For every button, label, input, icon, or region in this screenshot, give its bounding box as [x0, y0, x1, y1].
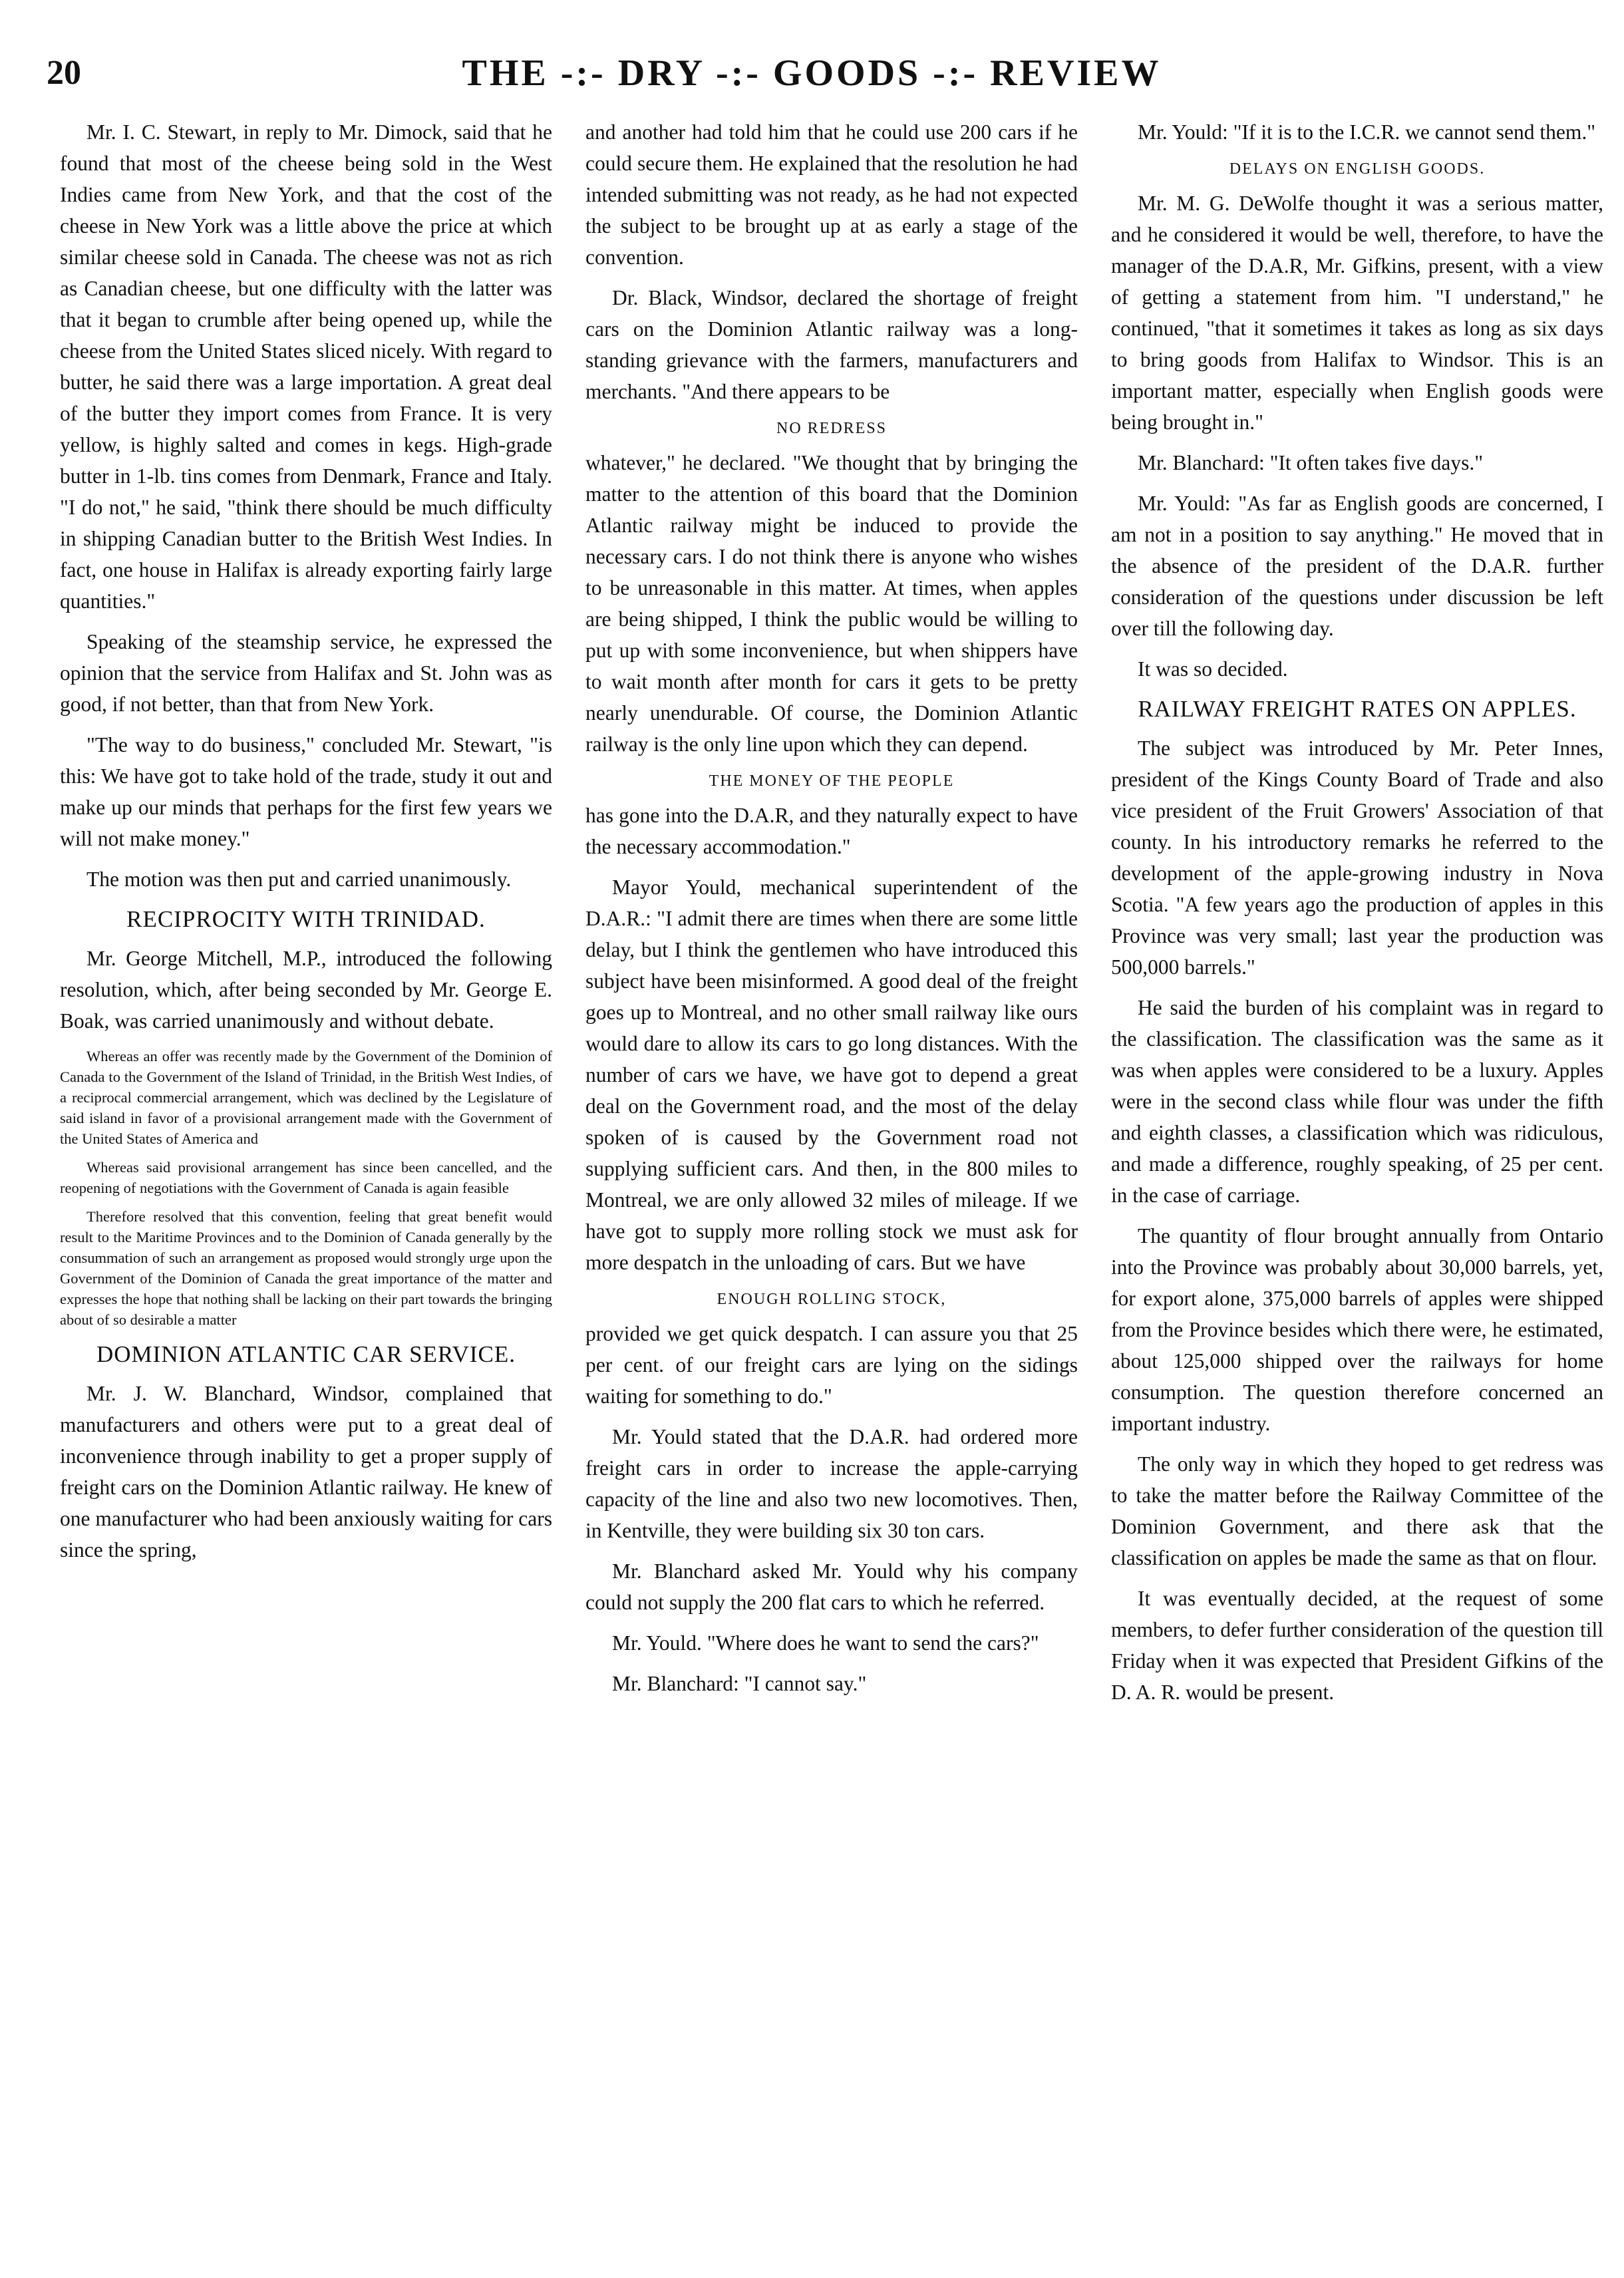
- paragraph: It was so decided.: [1138, 657, 1288, 681]
- resolution-text: Whereas said provisional arrangement has since been cancelled, and the reopening of negotiations with the Government of Canada is again feasible: [60, 1159, 552, 1196]
- paragraph: Dr. Black, Windsor, declared the shortage of freight cars on the Dominion Atlantic railway was a long-standing grievance with the farmers, manufacturers and merchants. "And there appears to be: [585, 286, 1078, 403]
- publication-title: THE -:- DRY -:- GOODS -:- REVIEW: [462, 53, 1162, 94]
- paragraph: and another had told him that he could use 200 cars if he could secure them. He explained that the resolution he had intended submitting was not ready, as he had not expected the subject to be brought up at as early a stage of the convention.: [585, 120, 1078, 269]
- paragraph: The only way in which they hoped to get redress was to take the matter before the Railway Committee of the Dominion Government, and there ask that the classification on apples be made the same as that on flour.: [1111, 1452, 1603, 1569]
- paragraph: Mayor Yould, mechanical superintendent of the D.A.R.: "I admit there are times when there are some little delay, but I think the gentlemen who have introduced this subject have been misinformed. A good deal of the freight goes up to Montreal, and no other small railway like ours would dare to allow its cars to go long distances. With the number of cars we have, we have got to depend a great deal on the Government road, and the most of the delay spoken of is caused by the Government road not supplying sufficient cars. And then, in the 800 miles to Montreal, we are only allowed 32 miles of mileage. If we have got to supply more rolling stock we must ask for more despatch in the unloading of cars. But we have: [585, 876, 1078, 1274]
- paragraph: Mr. Yould stated that the D.A.R. had ordered more freight cars in order to increase the apple-carrying capacity of the line and also two new locomotives. Then, in Kentville, they were building six 30 ton cars.: [585, 1425, 1078, 1542]
- page-header: [40, 47, 1583, 120]
- subheading: ENOUGH ROLLING STOCK,: [717, 1291, 947, 1308]
- resolution-text: Whereas an offer was recently made by the Government of the Dominion of Canada to the Government of the Island of Trinidad, in the British West Indies, of a reciprocal commercial arrangement, which was declined by the Legislature of said island in favor of a provisional arrangement made with the Government of the United States of America and: [60, 1048, 552, 1147]
- paragraph: Mr. Blanchard: "I cannot say.": [612, 1672, 867, 1695]
- subheading: THE MONEY OF THE PEOPLE: [709, 772, 955, 790]
- paragraph: provided we get quick despatch. I can assure you that 25 per cent. of our freight cars are lying on the sidings waiting for something to do.": [585, 1322, 1078, 1408]
- paragraph: Mr. M. G. DeWolfe thought it was a serious matter, and he considered it would be well, therefore, to have the manager of the D.A.R, Mr. Gifkins, present, with a view of getting a statement from him. "I understand," he continued, "that it sometimes it takes as long as six days to bring goods from Halifax to Windsor. This is an important matter, especially when English goods were being brought in.": [1111, 192, 1603, 434]
- paragraph: Mr. George Mitchell, M.P., introduced the following resolution, which, after being seconded by Mr. George E. Boak, was carried unanimously and without debate.: [60, 947, 552, 1033]
- paragraph: Mr. Yould: "As far as English goods are concerned, I am not in a position to say anything." He moved that in the absence of the president of the D.A.R. further consideration of the questions under discussion be left over till the following day.: [1111, 492, 1603, 640]
- section-heading-freight-rates: RAILWAY FREIGHT RATES ON APPLES.: [1138, 696, 1577, 722]
- paragraph: It was eventually decided, at the request of some members, to defer further consideration of the question till Friday when it was expected that President Gifkins of the D. A. R. would be present.: [1111, 1587, 1603, 1704]
- paragraph: Mr. I. C. Stewart, in reply to Mr. Dimock, said that he found that most of the cheese being sold in the West Indies came from New York, and that the cost of the cheese in New York was a little above the price at which similar cheese sold in Canada. The cheese was not as rich as Canadian cheese, but one difficulty with the latter was that it began to crumble after being opened up, while the cheese from the United States sliced nicely. With regard to butter, he said there was a large importation. A great deal of the butter they import comes from France. It is very yellow, is highly salted and comes in kegs. High-grade butter in 1-lb. tins comes from Denmark, France and Italy. "I do not," he said, "think there should be much difficulty in shipping Canadian butter to the British West Indies. In fact, one house in Halifax is already exporting fairly large quantities.": [60, 120, 552, 613]
- page-number: 20: [47, 54, 81, 92]
- paragraph: has gone into the D.A.R, and they naturally expect to have the necessary accommodation.": [585, 804, 1078, 858]
- section-heading-reciprocity: RECIPROCITY WITH TRINIDAD.: [126, 906, 486, 932]
- column-3: [1111, 116, 1603, 2212]
- resolution-text: Therefore resolved that this convention, feeling that great benefit would result to the Maritime Provinces and to the Dominion of Canada generally by the consummation of such an arrangement as proposed would strongly urge upon the Government of the Dominion of Canada the great importance of the matter and expresses the hope that nothing shall be lacking on their part towards the bringing about of so desirable a matter: [60, 1208, 552, 1328]
- paragraph: Speaking of the steamship service, he expressed the opinion that the service from Halifax and St. John was as good, if not better, than that from New York.: [60, 630, 552, 716]
- paragraph: The motion was then put and carried unanimously.: [86, 868, 512, 891]
- paragraph: Mr. Yould. "Where does he want to send the cars?": [612, 1631, 1039, 1655]
- paragraph: He said the burden of his complaint was in regard to the classification. The classification was the same as it was when apples were considered to be a luxury. Apples were in the second class while flour was under the fifth and eighth classes, a classification which was ridiculous, and made a difference, roughly speaking, of 25 per cent. in the case of carriage.: [1111, 996, 1603, 1207]
- paragraph: The subject was introduced by Mr. Peter Innes, president of the Kings County Board of Trade and also vice president of the Fruit Growers' Association of that county. In his introductory remarks he referred to the development of the apple-growing industry in Nova Scotia. "A few years ago the production of apples in this Province was very small; last year the production was 500,000 barrels.": [1111, 736, 1603, 979]
- paragraph: Mr. J. W. Blanchard, Windsor, complained that manufacturers and others were put to a great deal of inconvenience through inability to get a proper supply of freight cars on the Dominion Atlantic railway. He knew of one manufacturer who had been anxiously waiting for cars since the spring,: [60, 1382, 552, 1561]
- paragraph: whatever," he declared. "We thought that by bringing the matter to the attention of this board that the Dominion Atlantic railway might be induced to provide the necessary cars. I do not think there is anyone who wishes to be unreasonable in this matter. At times, when apples are being shipped, I think the public would be willing to put up with some inconvenience, but when shippers have to wait month after month for cars it gets to be pretty nearly unendurable. Of course, the Dominion Atlantic railway is the only line upon which they can depend.: [585, 451, 1078, 756]
- paragraph: "The way to do business," concluded Mr. Stewart, "is this: We have got to take hold of the trade, study it out and make up our minds that perhaps for the first few years we will not make money.": [60, 733, 552, 850]
- section-heading-car-service: DOMINION ATLANTIC CAR SERVICE.: [96, 1341, 516, 1367]
- paragraph: Mr. Blanchard: "It often takes five days.": [1138, 451, 1484, 474]
- paragraph: Mr. Yould: "If it is to the I.C.R. we cannot send them.": [1138, 120, 1596, 144]
- paragraph: Mr. Blanchard asked Mr. Yould why his company could not supply the 200 flat cars to which he referred.: [585, 1559, 1078, 1614]
- subheading: NO REDRESS: [776, 420, 888, 437]
- paragraph: The quantity of flour brought annually from Ontario into the Province was probably about 30,000 barrels, yet, for export alone, 375,000 barrels of apples were shipped from the Province besides which there were, he estimated, about 125,000 shipped over the railways for home consumption. The question therefore concerned an important industry.: [1111, 1224, 1603, 1435]
- column-2: [585, 116, 1078, 2212]
- subheading: DELAYS ON ENGLISH GOODS.: [1229, 160, 1486, 178]
- column-1: [60, 116, 552, 2212]
